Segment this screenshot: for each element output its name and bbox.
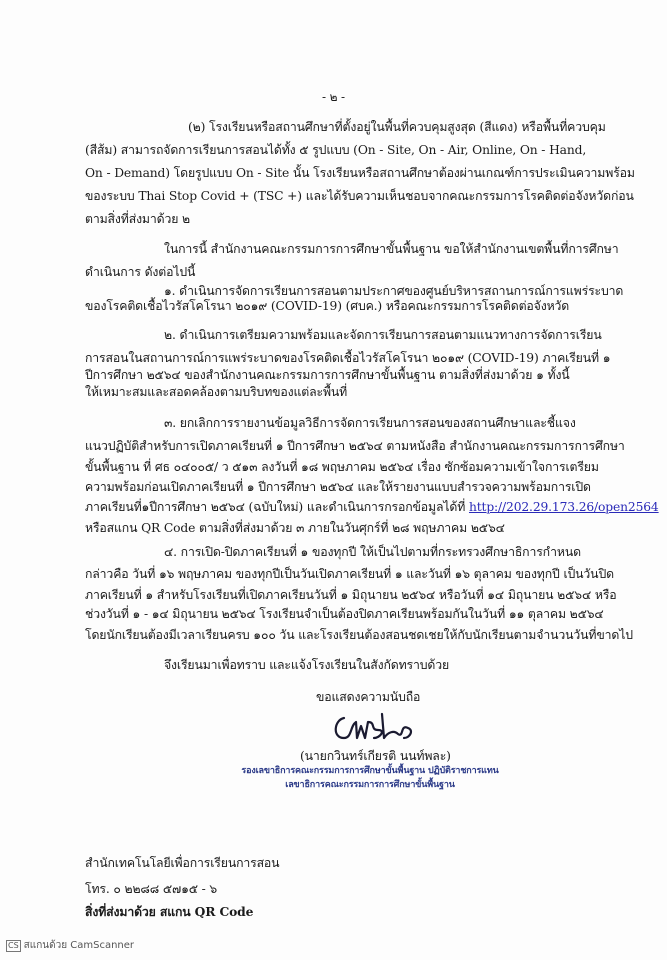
list-item-4-line: กล่าวคือ วันที่ ๑๖ พฤษภาคม ของทุกปีเป็นวันเปิดภาคเรียนที่ ๑ และวันที่ ๑๖ ตุลาคม ของทุกปี เป็นวันปิด: [85, 567, 614, 581]
paragraph-line: ในการนี้ สำนักงานคณะกรรมการการศึกษาขั้นพื้นฐาน ขอให้สำนักงานเขตพื้นที่การศึกษา: [164, 242, 619, 256]
camscanner-watermark: [6, 938, 134, 953]
signer-name: (นายกวินทร์เกียรติ นนท์พละ): [300, 749, 451, 763]
handwritten-signature: [330, 708, 418, 744]
paragraph-line: (๒) โรงเรียนหรือสถานศึกษาที่ตั้งอยู่ในพื้นที่ควบคุมสูงสุด (สีแดง) หรือพื้นที่ควบคุม: [188, 120, 606, 134]
paragraph-line: On - Demand) โดยรูปแบบ On - Site นั้น โรงเรียนหรือสถานศึกษาต้องผ่านเกณฑ์การประเมินความพร้อม: [85, 166, 635, 180]
list-item-3-line: ความพร้อมก่อนเปิดภาคเรียนที่ ๑ ปีการศึกษา ๒๕๖๔ และให้รายงานแบบสำรวจความพร้อมการเปิด: [85, 480, 591, 494]
list-item-2-line: ปีการศึกษา ๒๕๖๔ ของสำนักงานคณะกรรมการการศึกษาขั้นพื้นฐาน ตามสิ่งที่ส่งมาด้วย ๑ ทั้งนี้: [85, 368, 570, 382]
list-item-4-line: ๔. การเปิด-ปิดภาคเรียนที่ ๑ ของทุกปี ให้เป็นไปตามที่กระทรวงศึกษาธิการกำหนด: [164, 545, 581, 559]
closing-salutation: ขอแสดงความนับถือ: [316, 690, 421, 704]
open2564-link[interactable]: http://202.29.173.26/open2564: [468, 500, 659, 514]
closing-paragraph: จึงเรียนมาเพื่อทราบ และแจ้งโรงเรียนในสังกัดทราบด้วย: [164, 658, 450, 672]
signer-title-2: เลขาธิการคณะกรรมการการศึกษาขั้นพื้นฐาน: [285, 780, 455, 790]
list-item-3-line: หรือสแกน QR Code ตามสิ่งที่ส่งมาด้วย ๓ ภายในวันศุกร์ที่ ๒๘ พฤษภาคม ๒๕๖๔: [85, 521, 505, 535]
camscanner-icon: CS: [8, 941, 19, 950]
list-item-4-line: ภาคเรียนที่ ๑ สำหรับโรงเรียนที่เปิดภาคเรียนวันที่ ๑ มิถุนายน ๒๕๖๔ หรือวันที่ ๑๔ มิถุนายน ๒๕๖๔ หรือ: [85, 588, 617, 602]
list-item-3-line: แนวปฏิบัติสำหรับการเปิดภาคเรียนที่ ๑ ปีการศึกษา ๒๕๖๔ ตามหนังสือ สำนักงานคณะกรรมการการศึกษา: [85, 439, 625, 453]
list-item-1-line: ของโรคติดเชื้อไวรัสโคโรนา ๒๐๑๙ (COVID-19) (ศบค.) หรือคณะกรรมการโรคติดต่อจังหวัด: [85, 299, 570, 313]
office-phone: โทร. ๐ ๒๒๘๘ ๕๗๑๕ - ๖: [85, 882, 218, 896]
page-number: - ๒ -: [322, 90, 345, 104]
paragraph-line: ของระบบ Thai Stop Covid + (TSC +) และได้รับความเห็นชอบจากคณะกรรมการโรคติดต่อจังหวัดก่อน: [85, 189, 634, 203]
list-item-4-line: โดยนักเรียนต้องมีเวลาเรียนครบ ๑๐๐ วัน และโรงเรียนต้องสอนชดเชยให้กับนักเรียนตามจำนวนวันที่ขาดไป: [85, 628, 633, 642]
paragraph-line: (สีส้ม) สามารถจัดการเรียนการสอนได้ทั้ง ๕ รูปแบบ (On - Site, On - Air, Online, On - Hand,: [85, 143, 587, 157]
list-item-1-line: ๑. ดำเนินการจัดการเรียนการสอนตามประกาศของศูนย์บริหารสถานการณ์การแพร่ระบาด: [164, 284, 624, 298]
line-text: ภาคเรียนที่๑ปีการศึกษา ๒๕๖๔ (ฉบับใหม่) และดำเนินการกรอกข้อมูลได้ที่: [85, 500, 466, 514]
list-item-2-line: ๒. ดำเนินการเตรียมความพร้อมและจัดการเรียนการสอนตามแนวทางการจัดการเรียน: [164, 328, 602, 342]
paragraph-line: ดำเนินการ ดังต่อไปนี้: [85, 265, 196, 279]
office-name: สำนักเทคโนโลยีเพื่อการเรียนการสอน: [85, 856, 280, 870]
list-item-3-line: [85, 501, 659, 513]
list-item-3-line: ๓. ยกเลิกการรายงานข้อมูลวิธีการจัดการเรียนการสอนของสถานศึกษาและชี้แจง: [164, 416, 576, 430]
list-item-2-line: ให้เหมาะสมและสอดคล้องตามบริบทของแต่ละพื้นที่: [85, 385, 348, 399]
list-item-3-line: ขั้นพื้นฐาน ที่ ศธ ๐๔๐๐๕/ ว ๕๑๓ ลงวันที่ ๑๘ พฤษภาคม ๒๕๖๔ เรื่อง ซักซ้อมความเข้าใจการเตรียม: [85, 460, 599, 474]
paragraph-line: ตามสิ่งที่ส่งมาด้วย ๒: [85, 212, 190, 226]
attachment-note: สิ่งที่ส่งมาด้วย สแกน QR Code: [85, 904, 254, 919]
watermark-text: สแกนด้วย CamScanner: [23, 940, 135, 951]
list-item-4-line: ช่วงวันที่ ๑ - ๑๔ มิถุนายน ๒๕๖๔ โรงเรียนจำเป็นต้องปิดภาคเรียนพร้อมกันในวันที่ ๑๑ ตุลาคม ๒๕๖๔: [85, 607, 604, 621]
list-item-2-line: การสอนในสถานการณ์การแพร่ระบาดของโรคติดเชื้อไวรัสโคโรนา ๒๐๑๙ (COVID-19) ภาคเรียนที่ ๑: [85, 351, 611, 365]
signer-title-1: รองเลขาธิการคณะกรรมการการศึกษาขั้นพื้นฐาน ปฏิบัติราชการแทน: [241, 766, 499, 776]
